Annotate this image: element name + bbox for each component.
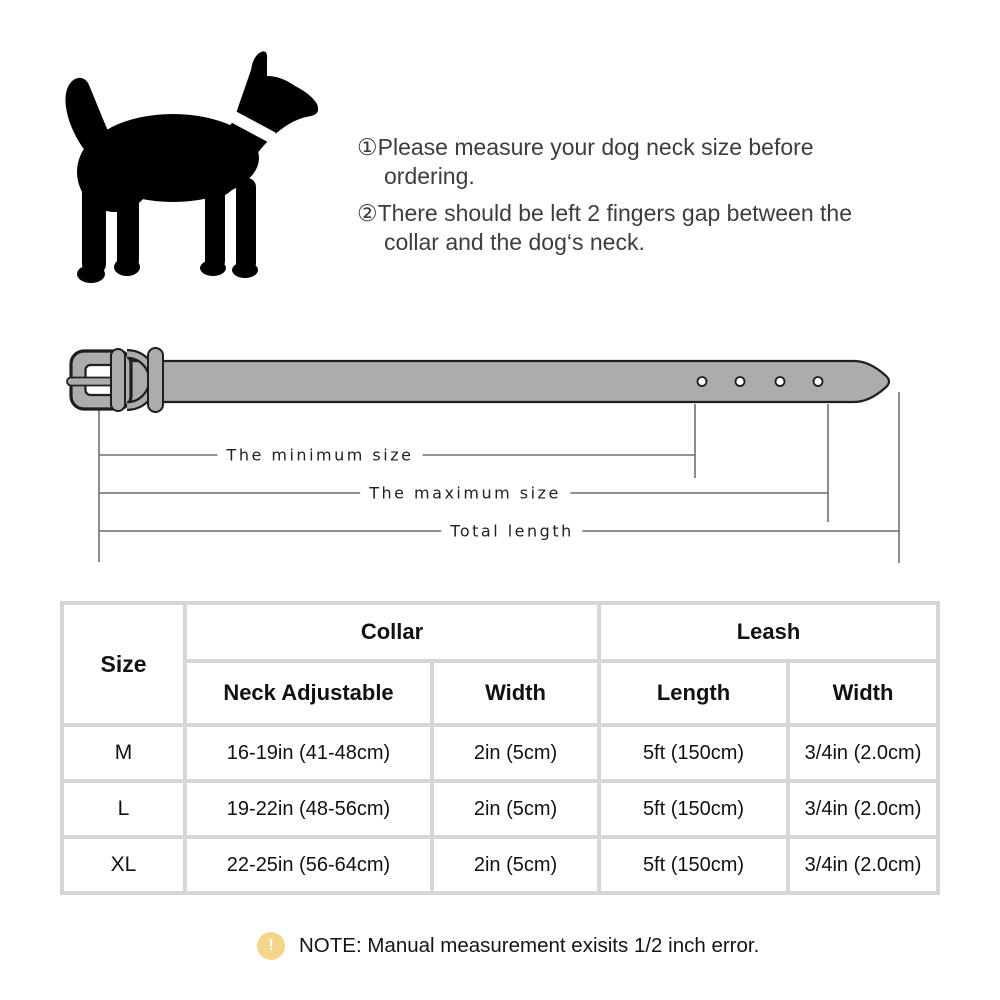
cell-collar-width: 2in (5cm) xyxy=(434,839,597,891)
cell-neck: 16-19in (41-48cm) xyxy=(187,727,430,779)
cell-neck: 19-22in (48-56cm) xyxy=(187,783,430,835)
header-leash-length: Length xyxy=(601,663,786,723)
table-row-m xyxy=(64,727,936,779)
cell-leash-width: 3/4in (2.0cm) xyxy=(790,839,936,891)
dog-front-leg xyxy=(236,178,256,272)
dog-paw xyxy=(200,260,226,276)
cell-neck: 22-25in (56-64cm) xyxy=(187,839,430,891)
cell-leash-length: 5ft (150cm) xyxy=(601,839,786,891)
dog-paw xyxy=(114,258,140,276)
cell-size: L xyxy=(64,783,183,835)
cell-collar-width: 2in (5cm) xyxy=(434,727,597,779)
cell-leash-width: 3/4in (2.0cm) xyxy=(790,727,936,779)
dog-silhouette-icon xyxy=(55,30,335,290)
table-row-xl xyxy=(64,839,936,891)
table-header-row-columns xyxy=(64,663,936,723)
instructions xyxy=(357,133,909,257)
header-neck-adjustable: Neck Adjustable xyxy=(187,663,430,723)
maximum-size-label: The maximum size xyxy=(360,484,570,503)
note xyxy=(257,932,759,960)
total-length-label: Total length xyxy=(441,522,582,541)
cell-leash-length: 5ft (150cm) xyxy=(601,727,786,779)
header-size: Size xyxy=(64,605,183,723)
header-collar-width: Width xyxy=(434,663,597,723)
instruction-item-2: ②There should be left 2 fingers gap between the collar and the dog‘s neck. xyxy=(357,200,852,255)
dog-rear-leg xyxy=(117,180,139,270)
header-collar: Collar xyxy=(187,605,597,659)
cell-leash-width: 3/4in (2.0cm) xyxy=(790,783,936,835)
cell-size: XL xyxy=(64,839,183,891)
collar-diagram xyxy=(0,340,1000,575)
dog-silhouette-svg xyxy=(55,30,335,290)
dog-front-leg xyxy=(205,180,225,270)
collar-buckle-prong xyxy=(67,378,114,386)
exclamation-icon: ! xyxy=(257,932,285,960)
collar-keeper xyxy=(148,348,163,412)
table-header-row-groups xyxy=(64,605,936,659)
dog-rear-leg xyxy=(82,180,106,275)
collar-keeper xyxy=(111,349,125,411)
size-table xyxy=(60,601,940,895)
table-row-l xyxy=(64,783,936,835)
note-text: NOTE: Manual measurement exisits 1/2 inch error. xyxy=(299,934,760,957)
header-leash-width: Width xyxy=(790,663,936,723)
cell-collar-width: 2in (5cm) xyxy=(434,783,597,835)
collar-strap xyxy=(95,361,889,402)
minimum-size-label: The minimum size xyxy=(218,446,423,465)
dog-paw xyxy=(77,265,105,283)
dog-paw xyxy=(232,262,258,278)
cell-leash-length: 5ft (150cm) xyxy=(601,783,786,835)
instruction-item-1: ①Please measure your dog neck size before ordering. xyxy=(357,134,814,189)
cell-size: M xyxy=(64,727,183,779)
header-leash: Leash xyxy=(601,605,936,659)
